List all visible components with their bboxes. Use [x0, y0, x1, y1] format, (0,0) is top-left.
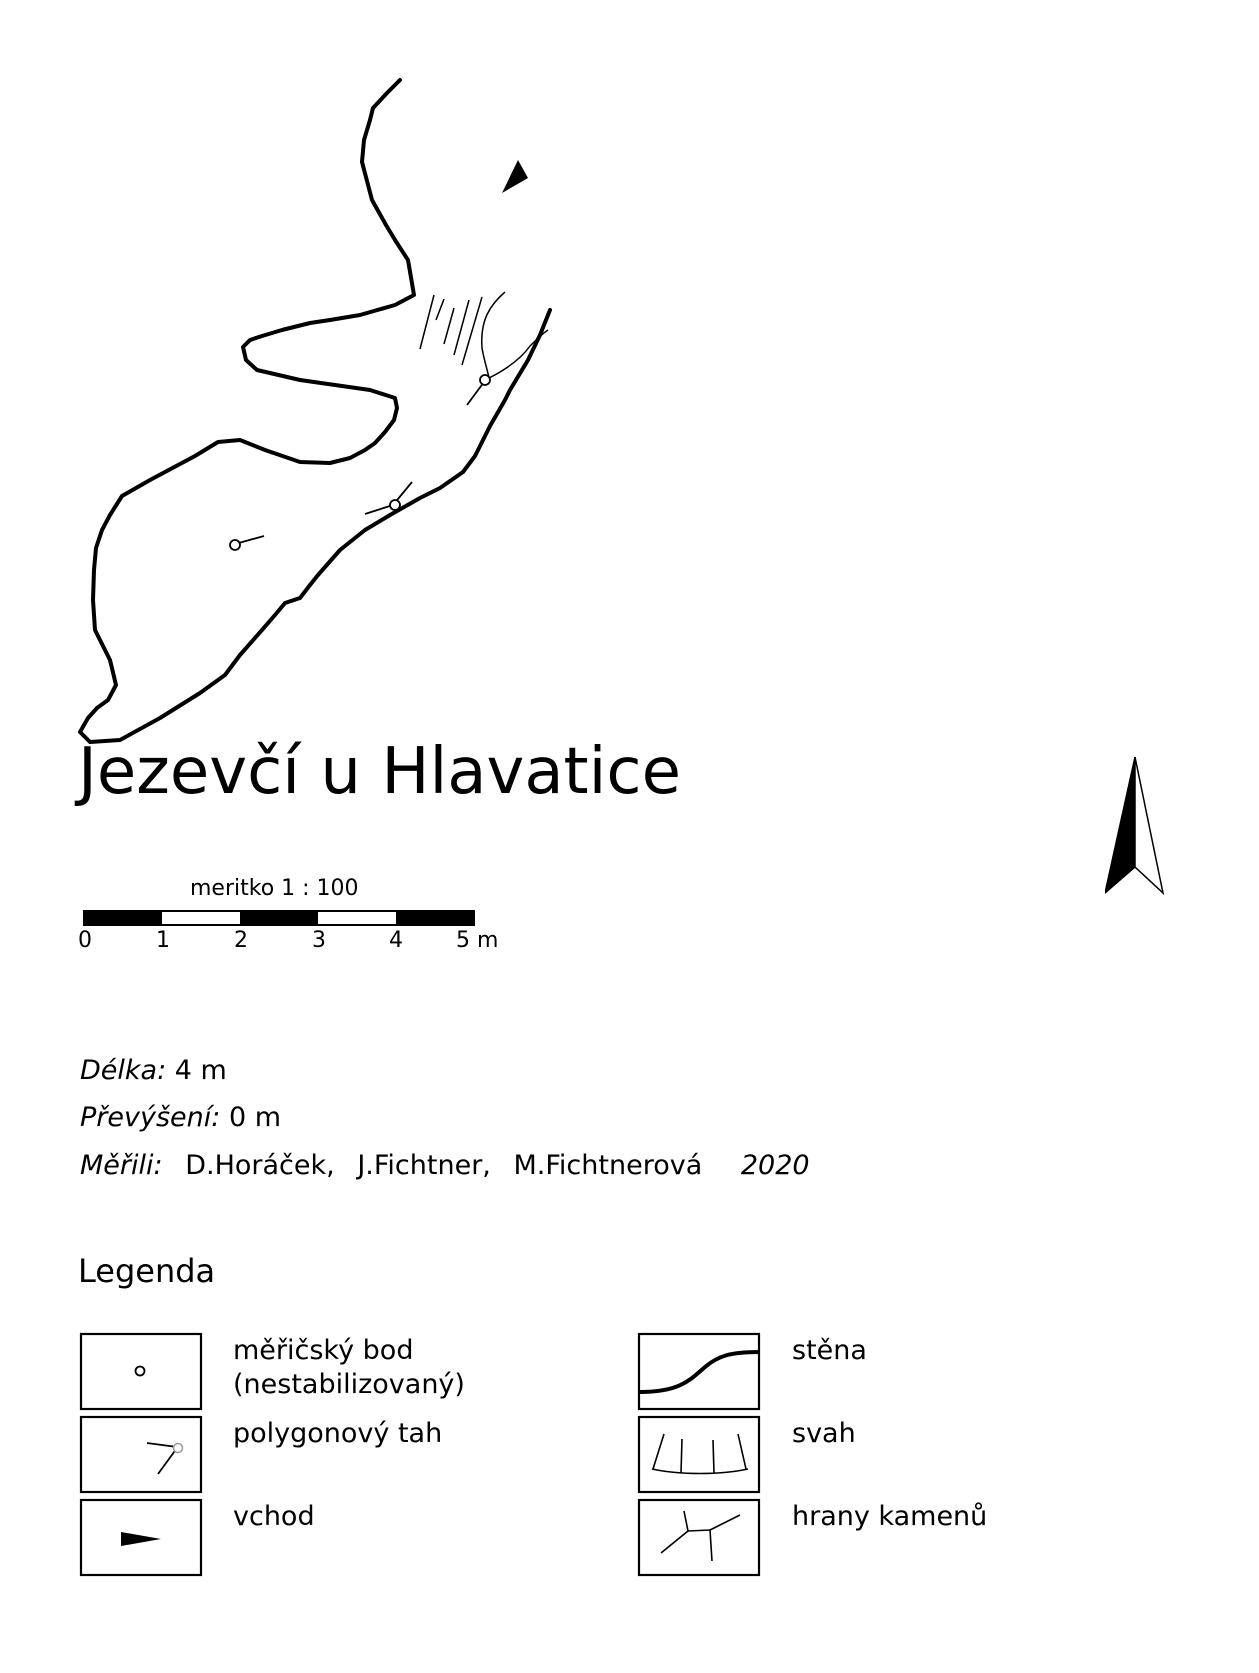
legend-label-entrance: vchod: [233, 1501, 315, 1532]
scale-bar: [82, 908, 482, 928]
legend-label-line: (nestabilizovaný): [233, 1369, 465, 1400]
survey-point-symbol: [81, 1334, 201, 1409]
slope-hatching: [420, 292, 548, 378]
length-row: [80, 1055, 227, 1086]
height-value: 0 m: [228, 1102, 281, 1133]
height-label: Převýšení:: [80, 1102, 221, 1133]
legend-label-rock-edges: hrany kamenů: [792, 1501, 988, 1532]
length-value: 4 m: [174, 1055, 227, 1086]
surveyors-row: [80, 1150, 810, 1181]
scale-caption: meritko 1 : 100: [190, 876, 359, 901]
north-arrow-icon: [1105, 755, 1165, 900]
wall-symbol: [639, 1334, 759, 1409]
scale-tick-5: 5 m: [456, 928, 499, 953]
surveyor-name: J.Fichtner,: [357, 1150, 491, 1181]
surveyor-name: M.Fichtnerová: [513, 1150, 703, 1181]
height-row: [80, 1102, 281, 1133]
slope-symbol: [639, 1417, 759, 1492]
legend-title: Legenda: [78, 1252, 216, 1290]
scale-tick-4: 4: [389, 928, 403, 953]
polygon-traverse-symbol: [81, 1417, 201, 1492]
scale-tick-0: 0: [78, 928, 92, 953]
cave-wall-outer: [80, 80, 550, 742]
legend-label-line: měřičský bod: [233, 1335, 414, 1366]
rock-edges-symbol: [639, 1500, 759, 1575]
legend-label-slope: svah: [792, 1418, 856, 1449]
length-label: Délka:: [80, 1055, 167, 1086]
entrance-symbol: [81, 1500, 201, 1575]
survey-stations: [230, 375, 490, 550]
legend-label-survey-point: [233, 1334, 465, 1402]
surveyors-label: Měřili:: [80, 1150, 163, 1181]
surveyor-name: D.Horáček,: [185, 1150, 335, 1181]
map-title: Jezevčí u Hlavatice: [78, 735, 681, 809]
scale-tick-3: 3: [312, 928, 326, 953]
cave-map: [0, 0, 1259, 760]
legend-label-wall: stěna: [792, 1335, 867, 1366]
scale-tick-2: 2: [234, 928, 248, 953]
legend-label-polygon-traverse: polygonový tah: [233, 1418, 443, 1449]
entrance-marker: [502, 160, 528, 193]
scale-tick-1: 1: [156, 928, 170, 953]
survey-year: 2020: [740, 1150, 810, 1181]
